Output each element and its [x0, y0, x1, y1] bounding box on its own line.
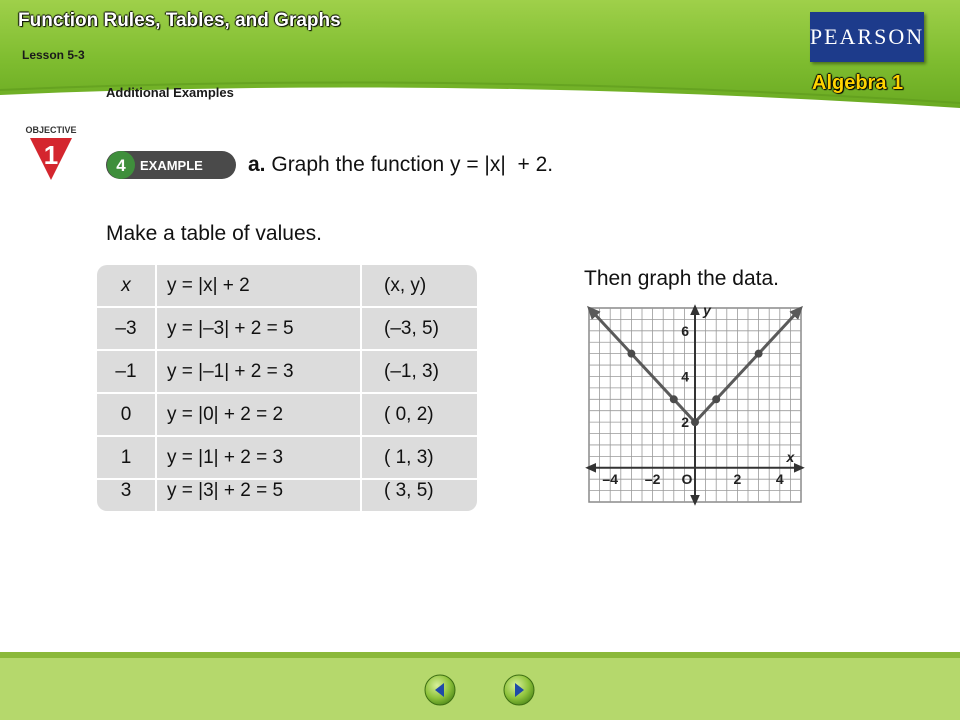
table-row — [97, 351, 477, 392]
prompt-text: Graph the function — [271, 153, 450, 176]
objective-badge-icon — [14, 122, 88, 182]
prompt-function: y = |x| + 2. — [449, 153, 554, 176]
instruction-then-graph: Then graph the data. — [584, 267, 779, 290]
footer-band — [0, 658, 960, 720]
cell-x: 1 — [120, 447, 132, 468]
objective-number: 1 — [43, 140, 59, 170]
data-point — [712, 395, 720, 403]
cell-rule: y = |3| + 2 = 5 — [167, 480, 284, 501]
course-label: Algebra 1 — [812, 72, 904, 94]
previous-button[interactable] — [424, 674, 456, 706]
table-row — [97, 308, 477, 349]
publisher-logo: PEARSON — [810, 12, 924, 62]
x-axis-label: x — [786, 448, 795, 465]
table-header-row — [97, 265, 477, 306]
table-row — [97, 394, 477, 435]
function-graph — [583, 302, 807, 506]
data-point — [670, 395, 678, 403]
cell-x: –3 — [115, 318, 137, 339]
x-tick-label: –4 — [602, 470, 618, 487]
data-point — [627, 350, 635, 358]
cell-rule: y = |0| + 2 = 2 — [167, 404, 284, 425]
y-tick-label: 4 — [681, 368, 689, 385]
cell-rule: y = |–1| + 2 = 3 — [167, 361, 294, 382]
x-tick-label: 4 — [775, 470, 784, 487]
cell-x: 0 — [120, 404, 132, 425]
header-pair: (x, y) — [384, 275, 427, 296]
example-tag — [104, 148, 238, 182]
objective-label: OBJECTIVE — [25, 125, 77, 135]
section-label: Additional Examples — [106, 85, 234, 100]
lesson-label: Lesson 5-3 — [22, 48, 85, 62]
cell-x: –1 — [115, 361, 137, 382]
cell-pair: (–1, 3) — [384, 361, 439, 382]
example-heading — [248, 153, 553, 177]
y-tick-label: 2 — [681, 414, 689, 431]
page-title: Function Rules, Tables, and Graphs — [18, 10, 341, 31]
data-point — [691, 418, 699, 426]
values-table — [97, 265, 477, 511]
cell-pair: ( 3, 5) — [384, 480, 434, 501]
next-button[interactable] — [503, 674, 535, 706]
part-label: a. — [248, 153, 266, 176]
header-rule: y = |x| + 2 — [167, 275, 250, 296]
origin-label: O — [681, 470, 693, 487]
x-tick-label: 2 — [733, 470, 742, 487]
header-x: x — [121, 275, 131, 296]
cell-pair: ( 1, 3) — [384, 447, 434, 468]
data-point — [755, 350, 763, 358]
instruction-make-table: Make a table of values. — [106, 222, 322, 245]
cell-x: 3 — [120, 480, 132, 501]
cell-pair: ( 0, 2) — [384, 404, 434, 425]
y-axis-label: y — [703, 302, 711, 318]
y-tick-label: 6 — [681, 322, 689, 339]
x-tick-label: –2 — [644, 470, 661, 487]
example-number: 4 — [116, 156, 126, 175]
table-row — [97, 470, 477, 511]
example-label: EXAMPLE — [140, 158, 203, 173]
cell-rule: y = |–3| + 2 = 5 — [167, 318, 294, 339]
cell-pair: (–3, 5) — [384, 318, 439, 339]
cell-rule: y = |1| + 2 = 3 — [167, 447, 284, 468]
